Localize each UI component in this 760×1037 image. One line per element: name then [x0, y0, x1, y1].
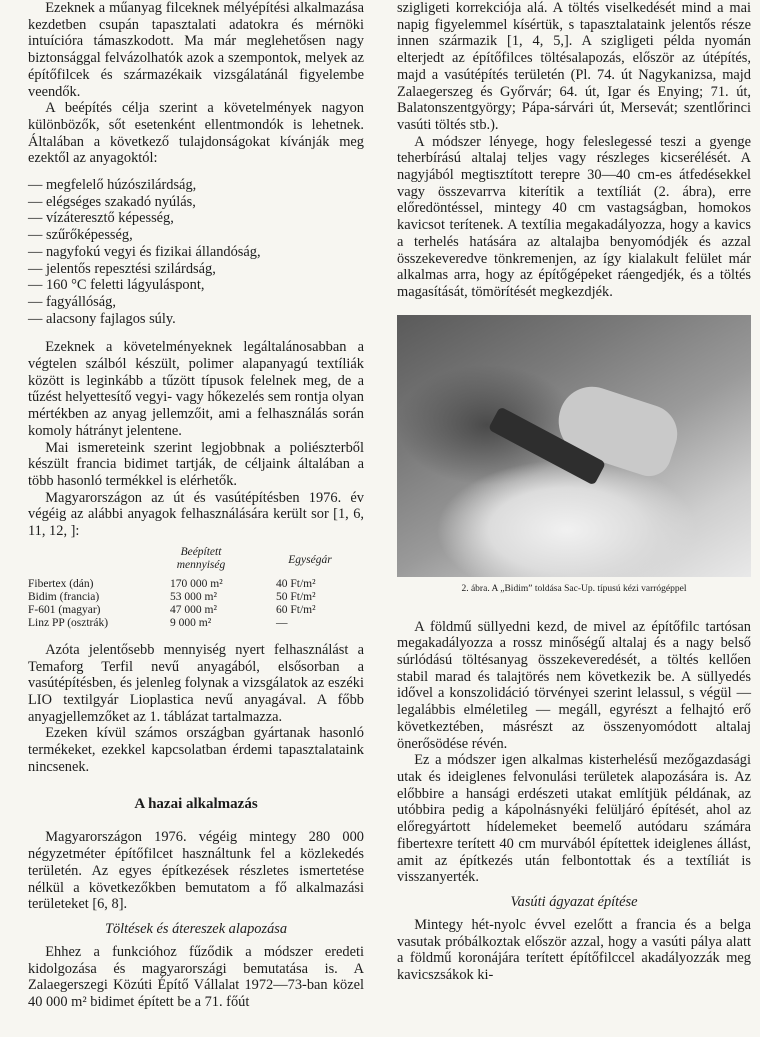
header-price: Egységár	[288, 553, 332, 566]
right-column	[397, 0, 751, 984]
list-item: — szűrőképesség,	[28, 227, 133, 244]
cell-price: 40 Ft/m²	[276, 577, 316, 590]
paragraph: Ezeken kívül számos országban gyártanak hasonló termékeket, ezekkel kapcsolatban érdemi tapasztalataink nincsenek.	[28, 725, 364, 775]
cell-price: 50 Ft/m²	[276, 590, 316, 603]
paragraph: Ehhez a funkcióhoz fűződik a módszer eredeti kidolgozása és magyarországi bemutatása is. A Zalaegerszegi Közúti Építő Vállalat 1972—73-ban közel 40 000 m² bidimet épített be a 71. főút	[28, 943, 364, 1011]
requirements-list	[28, 177, 364, 327]
list-item: — elégséges szakadó nyúlás,	[28, 193, 196, 210]
figure-caption: 2. ábra. A „Bidim” toldása Sac-Up. típusú kézi varrógéppel	[461, 583, 687, 594]
paragraph: A földmű süllyedni kezd, de mivel az építőfilc tartósan megakadályozza a rossz minőségű altalaj és a nagy belső súrlódású töltésanyag összekeveredését, a töltés kellően stabil marad és talajtörés nem következik be. A süllyedés idővel a konszolidáció törvényei szerint lelassul, s végül — legalábbis elméletileg — megáll, egyrészt a felhajtó erő következtében, másrészt az összenyomódott altalaj önerősödése révén.	[397, 618, 751, 752]
paragraph: Ezeknek a követelményeknek legáltalánosabban a végtelen szálból készült, polimer alapanyagú textíliák között is leginkább a tűzött típusok felelnek meg, de a tűzést helyettesítő vegyi- vagy hőkezelés sem rontja olyan mértékben az anyag jellemzőit, ami a felhasználás során komoly hátrányt jelentene.	[28, 339, 364, 439]
usage-table	[28, 546, 364, 630]
cell-quantity: 170 000 m²	[170, 577, 223, 590]
paragraph: Magyarországon 1976. végéig mintegy 280 000 négyzetméter építőfilcet használtunk fel a közlekedés területén. Az egyes építkezések részletes ismertetése nélkül a következőkben bemutatom a fő alkalmazási területeket [6, 8].	[28, 829, 364, 913]
paragraph: szigligeti korrekciója alá. A töltés viselkedését mind a mai napig figyelemmel kísértük, s tapasztalataink jelentős része innen származik [1, 4, 5,]. A szigligeti példa nyomán elterjedt az építőfilces töltésalapozás, először az útépítés, majd a vasútépítés területén (Pl. 74. út Nagykanizsa, majd Zalaegerszeg és Győrvár; 64. út, Igar és Enying; 71. út, Balatonszentgyörgy; Pápa-sárvári út, Mersevát; szentlőrinci vasúti töltés stb.).	[397, 0, 751, 133]
table-row	[28, 604, 364, 617]
paragraph: Azóta jelentősebb mennyiség nyert felhasználást a Temaforg Terfil nevű anyagából, elsősorban a vasútépítésben, és jelenleg folynak a vizsgálatok az eszéki LIO textilgyár Lioplastica nevű anyagával. A főbb anyagjellemzőket az 1. táblázat tartalmazza.	[28, 641, 364, 725]
figure-photo	[397, 315, 751, 577]
subsection-heading: Vasúti ágyazat építése	[510, 893, 638, 910]
list-item: — megfelelő húzószilárdság,	[28, 177, 197, 194]
cell-quantity: 47 000 m²	[170, 603, 217, 616]
section-heading: A hazai alkalmazás	[134, 796, 258, 813]
paragraph: A módszer lényege, hogy feleslegessé teszi a gyenge teherbírású altalaj teljes vagy részleges kicserélését. A nagyjából megtisztított terepre 30—40 cm-es átfedésekkel vagy összevarrva kiterítik a textíliát (2. ábra), erre előredöntéssel, mintegy 40 cm vastagságban, homokos kavicsot terítenek. A textília megakadályozza, hogy a kavics a terhelés hatására az altalajba benyomódjék és azzal összekeveredve tönkremenjen, az így kialakult felület már alkalmas arra, hogy az építőgépeket ráengedjék, és a töltés magasítását, tömörítését megkezdjék.	[397, 133, 751, 300]
list-item: — vízáteresztő képesség,	[28, 210, 174, 227]
list-item: — nagyfokú vegyi és fizikai állandóság,	[28, 243, 261, 260]
table-header	[28, 546, 364, 578]
header-quantity: Beépített mennyiség	[176, 545, 226, 571]
list-item: — alacsony fajlagos súly.	[28, 310, 176, 327]
paragraph: Mintegy hét-nyolc évvel ezelőtt a francia és a belga vasutak próbálkoztak először azzal, hogy a vasúti pálya alatt a földmű koronájára terített építőfilccel akadályozzák meg kavicszsákok ki-	[397, 916, 751, 984]
cell-price: —	[276, 616, 288, 629]
cell-material: F-601 (magyar)	[28, 603, 101, 616]
cell-material: Fibertex (dán)	[28, 577, 94, 590]
paragraph: Magyarországon az út és vasútépítésben 1976. év végéig az alábbi anyagok felhasználására került sor [1, 6, 11, 12, ]:	[28, 489, 364, 540]
paragraph: Ezeknek a műanyag filceknek mélyépítési alkalmazása kezdetben csupán tapasztalati adatokra és mérnöki intuícióra támaszkodott. Ma már meglehetősen nagy biztonsággal felvázolhatók azok a szempontok, melyek az építőfilcek és származékaik vizsgálatánál figyelembe veendők.	[28, 0, 364, 100]
table-row	[28, 578, 364, 591]
list-item: — jelentős repesztési szilárdság,	[28, 260, 216, 277]
cell-material: Bidim (francia)	[28, 590, 100, 603]
table-row	[28, 591, 364, 604]
table-row	[28, 617, 364, 630]
paragraph: A beépítés célja szerint a követelmények nagyon különbözők, sőt esetenként ellentmondók is lehetnek. Általában a következő tulajdonságokat kívánják meg ezektől az anyagoktól:	[28, 100, 364, 167]
cell-quantity: 9 000 m²	[170, 616, 212, 629]
paragraph: Ez a módszer igen alkalmas kisterhelésű mezőgazdasági utak és ideiglenes felvonulási területek alapozására is. Az előbbire a hansági erdészeti utakat említjük példának, az utóbbira pedig a kápolnásnyéki felüljáró építését, ahol az előregyártott hídelemeket beemelő autódaru számára fibertexre terített 40 cm murvából építettek ideiglenes állást, amit az építkezés után felbontottak és a textíliát is visszanyerték.	[397, 752, 751, 886]
cell-price: 60 Ft/m²	[276, 603, 316, 616]
left-column	[28, 0, 364, 1011]
list-item: — fagyállóság,	[28, 293, 116, 310]
subsection-heading: Töltések és átereszek alapozása	[104, 920, 288, 937]
cell-quantity: 53 000 m²	[170, 590, 217, 603]
list-item: — 160 °C feletti lágyuláspont,	[28, 277, 205, 294]
cell-material: Linz PP (osztrák)	[28, 616, 109, 629]
paragraph: Mai ismereteink szerint legjobbnak a poliészterből készült francia bidimet tartják, de céljaink általában a több hasonló termékkel is elérhetők.	[28, 439, 364, 489]
